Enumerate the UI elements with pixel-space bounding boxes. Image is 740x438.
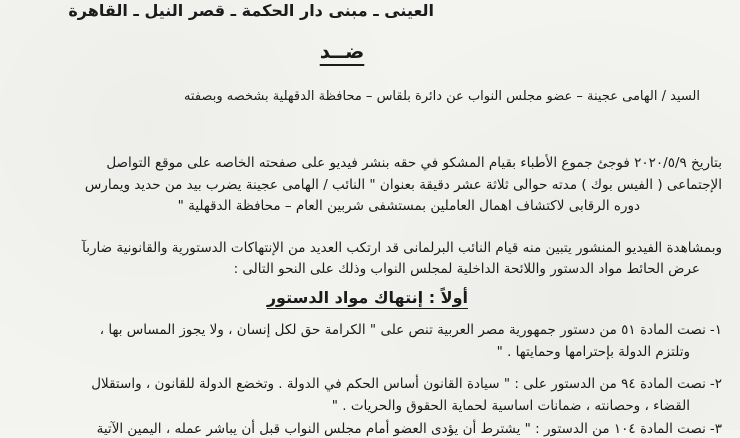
intro-paragraph-line-2: الإجتماعى ( الفيس بوك ) مدته حوالى ثلاثة عشر دقيقة بعنوان " النائب / الهامى عجينة يضرب بيد من حديد ويمارس bbox=[84, 177, 722, 193]
list-item-number: ٣- bbox=[709, 421, 722, 437]
list-item-1-line-1 bbox=[100, 321, 722, 339]
list-item-text: نصت المادة ١٠٤ من الدستور : " يشترط أن يؤدى العضو أمام مجلس النواب قبل أن يباشر عمله ، اليمين الآتية bbox=[96, 421, 706, 437]
list-item-text: نصت المادة ٩٤ من الدستور على : " سيادة القانون أساس الحكم في الدولة . وتخضع الدولة للقانون ، واستقلال bbox=[91, 376, 706, 392]
second-paragraph-line-2: عرض الحائط مواد الدستور واللائحة الداخلية لمجلس النواب وذلك على النحو التالى : bbox=[233, 261, 700, 277]
defendant-line: السيد / الهامى عجينة – عضو مجلس النواب عن دائرة بلقاس – محافظة الدقهلية بشخصه وبصفته bbox=[183, 89, 700, 104]
list-item-number: ٢- bbox=[709, 376, 722, 392]
list-item-3-line-1 bbox=[97, 420, 722, 438]
list-item-2-line-1 bbox=[91, 375, 722, 393]
intro-paragraph-line-3: دوره الرقابى لاكتشاف اهمال العاملين بمستشفى شربين العام – محافظة الدقهلية " bbox=[177, 198, 640, 214]
versus-heading: ضــد bbox=[319, 39, 365, 63]
intro-paragraph-line-1: بتاريخ ٢٠٢٠/٥/٩ فوجئ جموع الأطباء بقيام المشكو في حقه بنشر فيديو على صفحته الخاصه على موقع التواصل bbox=[106, 155, 722, 171]
header-address: العينى ـ مبنى دار الحكمة ـ قصر النيل ـ القاهرة bbox=[68, 1, 434, 20]
list-item-1-line-2: وتلتزم الدولة بإحترامها وحمايتها . " bbox=[496, 344, 690, 360]
section-title: أولاً : إنتهاك مواد الدستور bbox=[266, 288, 468, 307]
list-item-text: نصت المادة ٥١ من دستور جمهورية مصر العربية تنص على " الكرامة حق لكل إنسان ، ولا يجوز المساس بها ، bbox=[99, 322, 706, 338]
second-paragraph-line-1: وبمشاهدة الفيديو المنشور يتبين منه قيام النائب البرلمانى قد ارتكب العديد من الإنتهاكات الدستورية والقانونية ضاربآ bbox=[82, 240, 722, 256]
list-item-number: ١- bbox=[709, 322, 722, 338]
list-item-2-line-2: القضاء ، وحصانته ، ضمانات اساسية لحماية الحقوق والحريات . " bbox=[331, 398, 690, 414]
